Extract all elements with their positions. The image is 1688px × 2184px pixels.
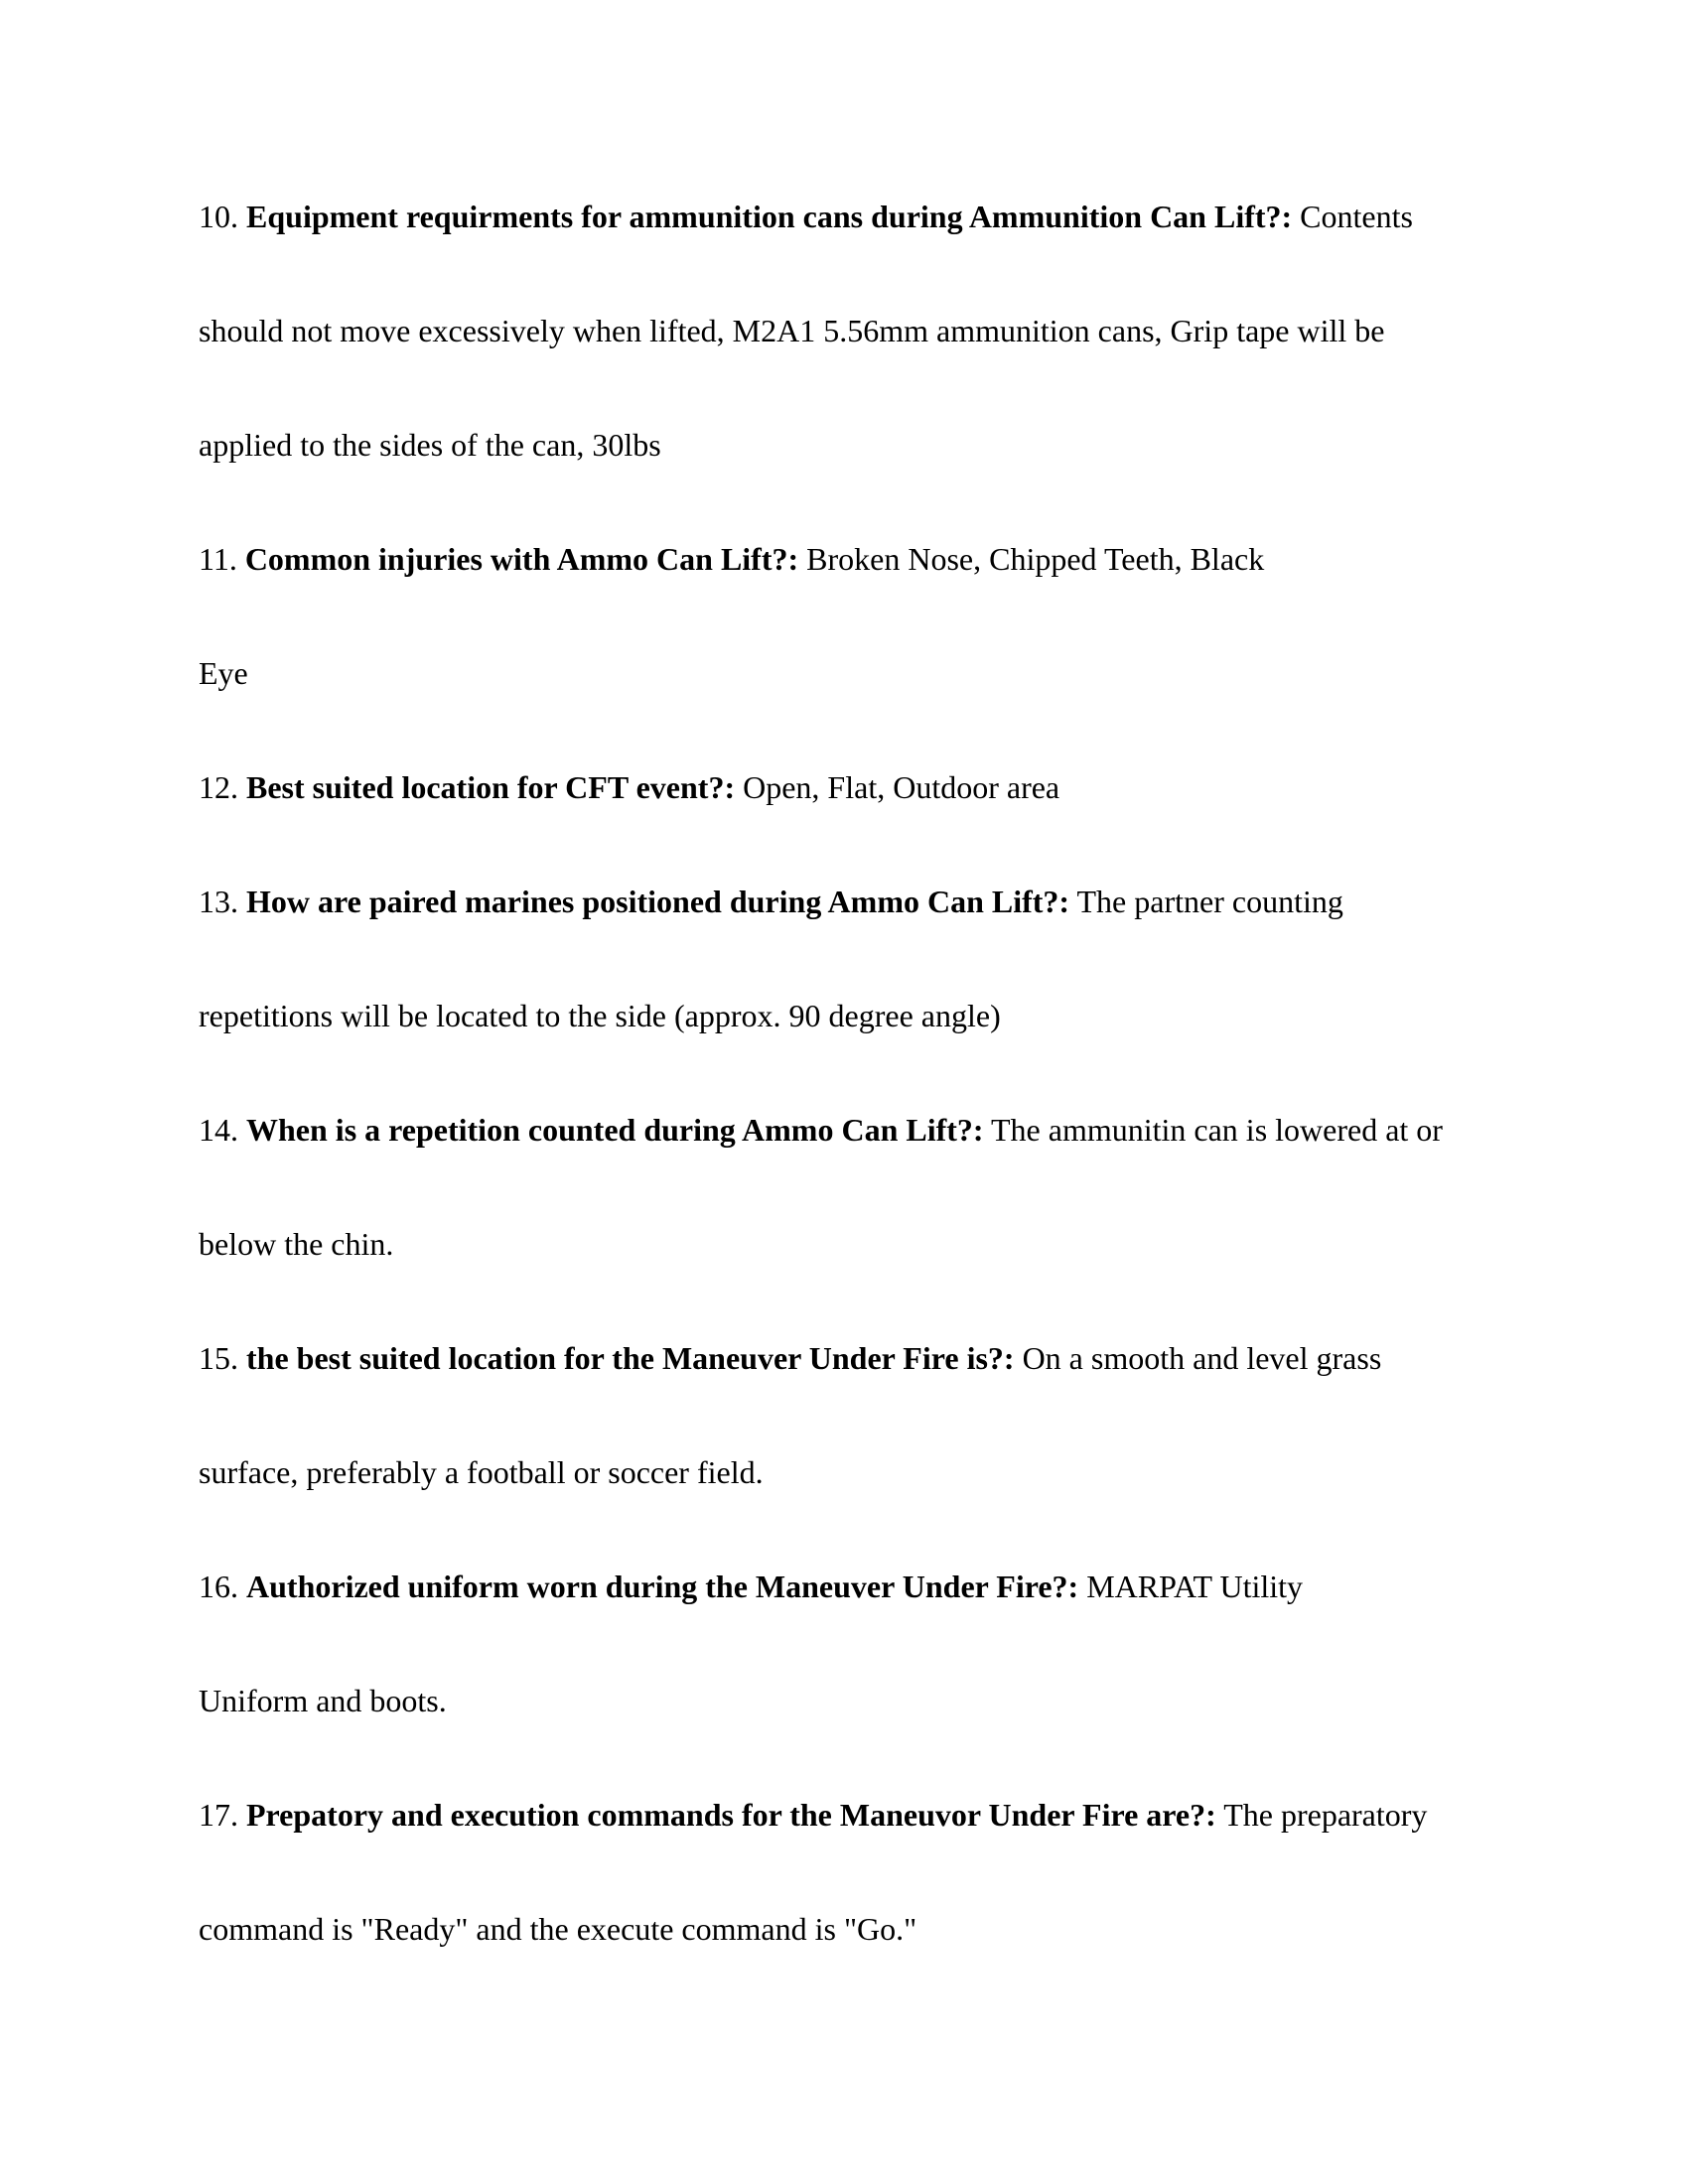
item-11-question: Common injuries with Ammo Can Lift?: [244,541,799,577]
item-11-line-2 [199,653,248,693]
item-10-answer-part-3: applied to the sides of the can, 30lbs [199,427,661,463]
item-15-answer-part-1: On a smooth and level grass [1022,1340,1382,1376]
item-14-number: 14. [199,1112,238,1148]
item-16-question: Authorized uniform worn during the Maneuver Under Fire?: [246,1569,1079,1604]
item-17-number: 17. [199,1797,238,1833]
item-17-line-2 [199,1909,916,1949]
item-15-question: the best suited location for the Maneuver Under Fire is?: [246,1340,1015,1376]
item-15-answer-part-2: surface, preferably a football or soccer field. [199,1454,764,1490]
item-12-line-1 [199,767,1059,807]
item-11-line-1 [199,539,1264,579]
item-15-line-2 [199,1452,764,1492]
item-17-answer-part-2: command is "Ready" and the execute command is "Go." [199,1911,917,1947]
item-14-line-2 [199,1224,393,1264]
item-16-answer-part-1: MARPAT Utility [1086,1569,1304,1604]
item-10-line-1 [199,197,1413,236]
item-12-question: Best suited location for CFT event?: [246,769,736,805]
item-15-number: 15. [199,1340,238,1376]
item-14-question: When is a repetition counted during Ammo Can Lift?: [246,1112,984,1148]
item-13-answer-part-2: repetitions will be located to the side (approx. 90 degree angle) [199,998,1001,1033]
item-16-line-2 [199,1681,447,1720]
item-10-number: 10. [199,199,238,234]
item-16-number: 16. [199,1569,238,1604]
item-12-number: 12. [199,769,238,805]
item-12-answer-part-1: Open, Flat, Outdoor area [743,769,1060,805]
item-13-question: How are paired marines positioned during Ammo Can Lift?: [246,884,1070,919]
item-10-line-3 [199,425,661,465]
item-11-number: 11. [199,541,237,577]
item-11-answer-part-2: Eye [199,655,248,691]
item-13-answer-part-1: The partner counting [1076,884,1343,919]
item-14-line-1 [199,1110,1443,1150]
item-10-question: Equipment requirments for ammunition cans during Ammunition Can Lift?: [246,199,1293,234]
item-17-line-1 [199,1795,1427,1835]
item-13-line-1 [199,882,1343,921]
item-17-question: Prepatory and execution commands for the Maneuvor Under Fire are?: [246,1797,1216,1833]
item-16-answer-part-2: Uniform and boots. [199,1683,447,1718]
item-15-line-1 [199,1338,1381,1378]
item-14-answer-part-2: below the chin. [199,1226,394,1262]
item-16-line-1 [199,1567,1303,1606]
item-11-answer-part-1: Broken Nose, Chipped Teeth, Black [806,541,1265,577]
item-14-answer-part-1: The ammunitin can is lowered at or [990,1112,1443,1148]
item-10-line-2 [199,311,1384,350]
item-17-answer-part-1: The preparatory [1223,1797,1428,1833]
item-10-answer-part-2: should not move excessively when lifted, M2A1 5.56mm ammunition cans, Grip tape will be [199,313,1385,348]
item-10-answer-part-1: Contents [1300,199,1413,234]
item-13-number: 13. [199,884,238,919]
item-13-line-2 [199,996,1001,1035]
